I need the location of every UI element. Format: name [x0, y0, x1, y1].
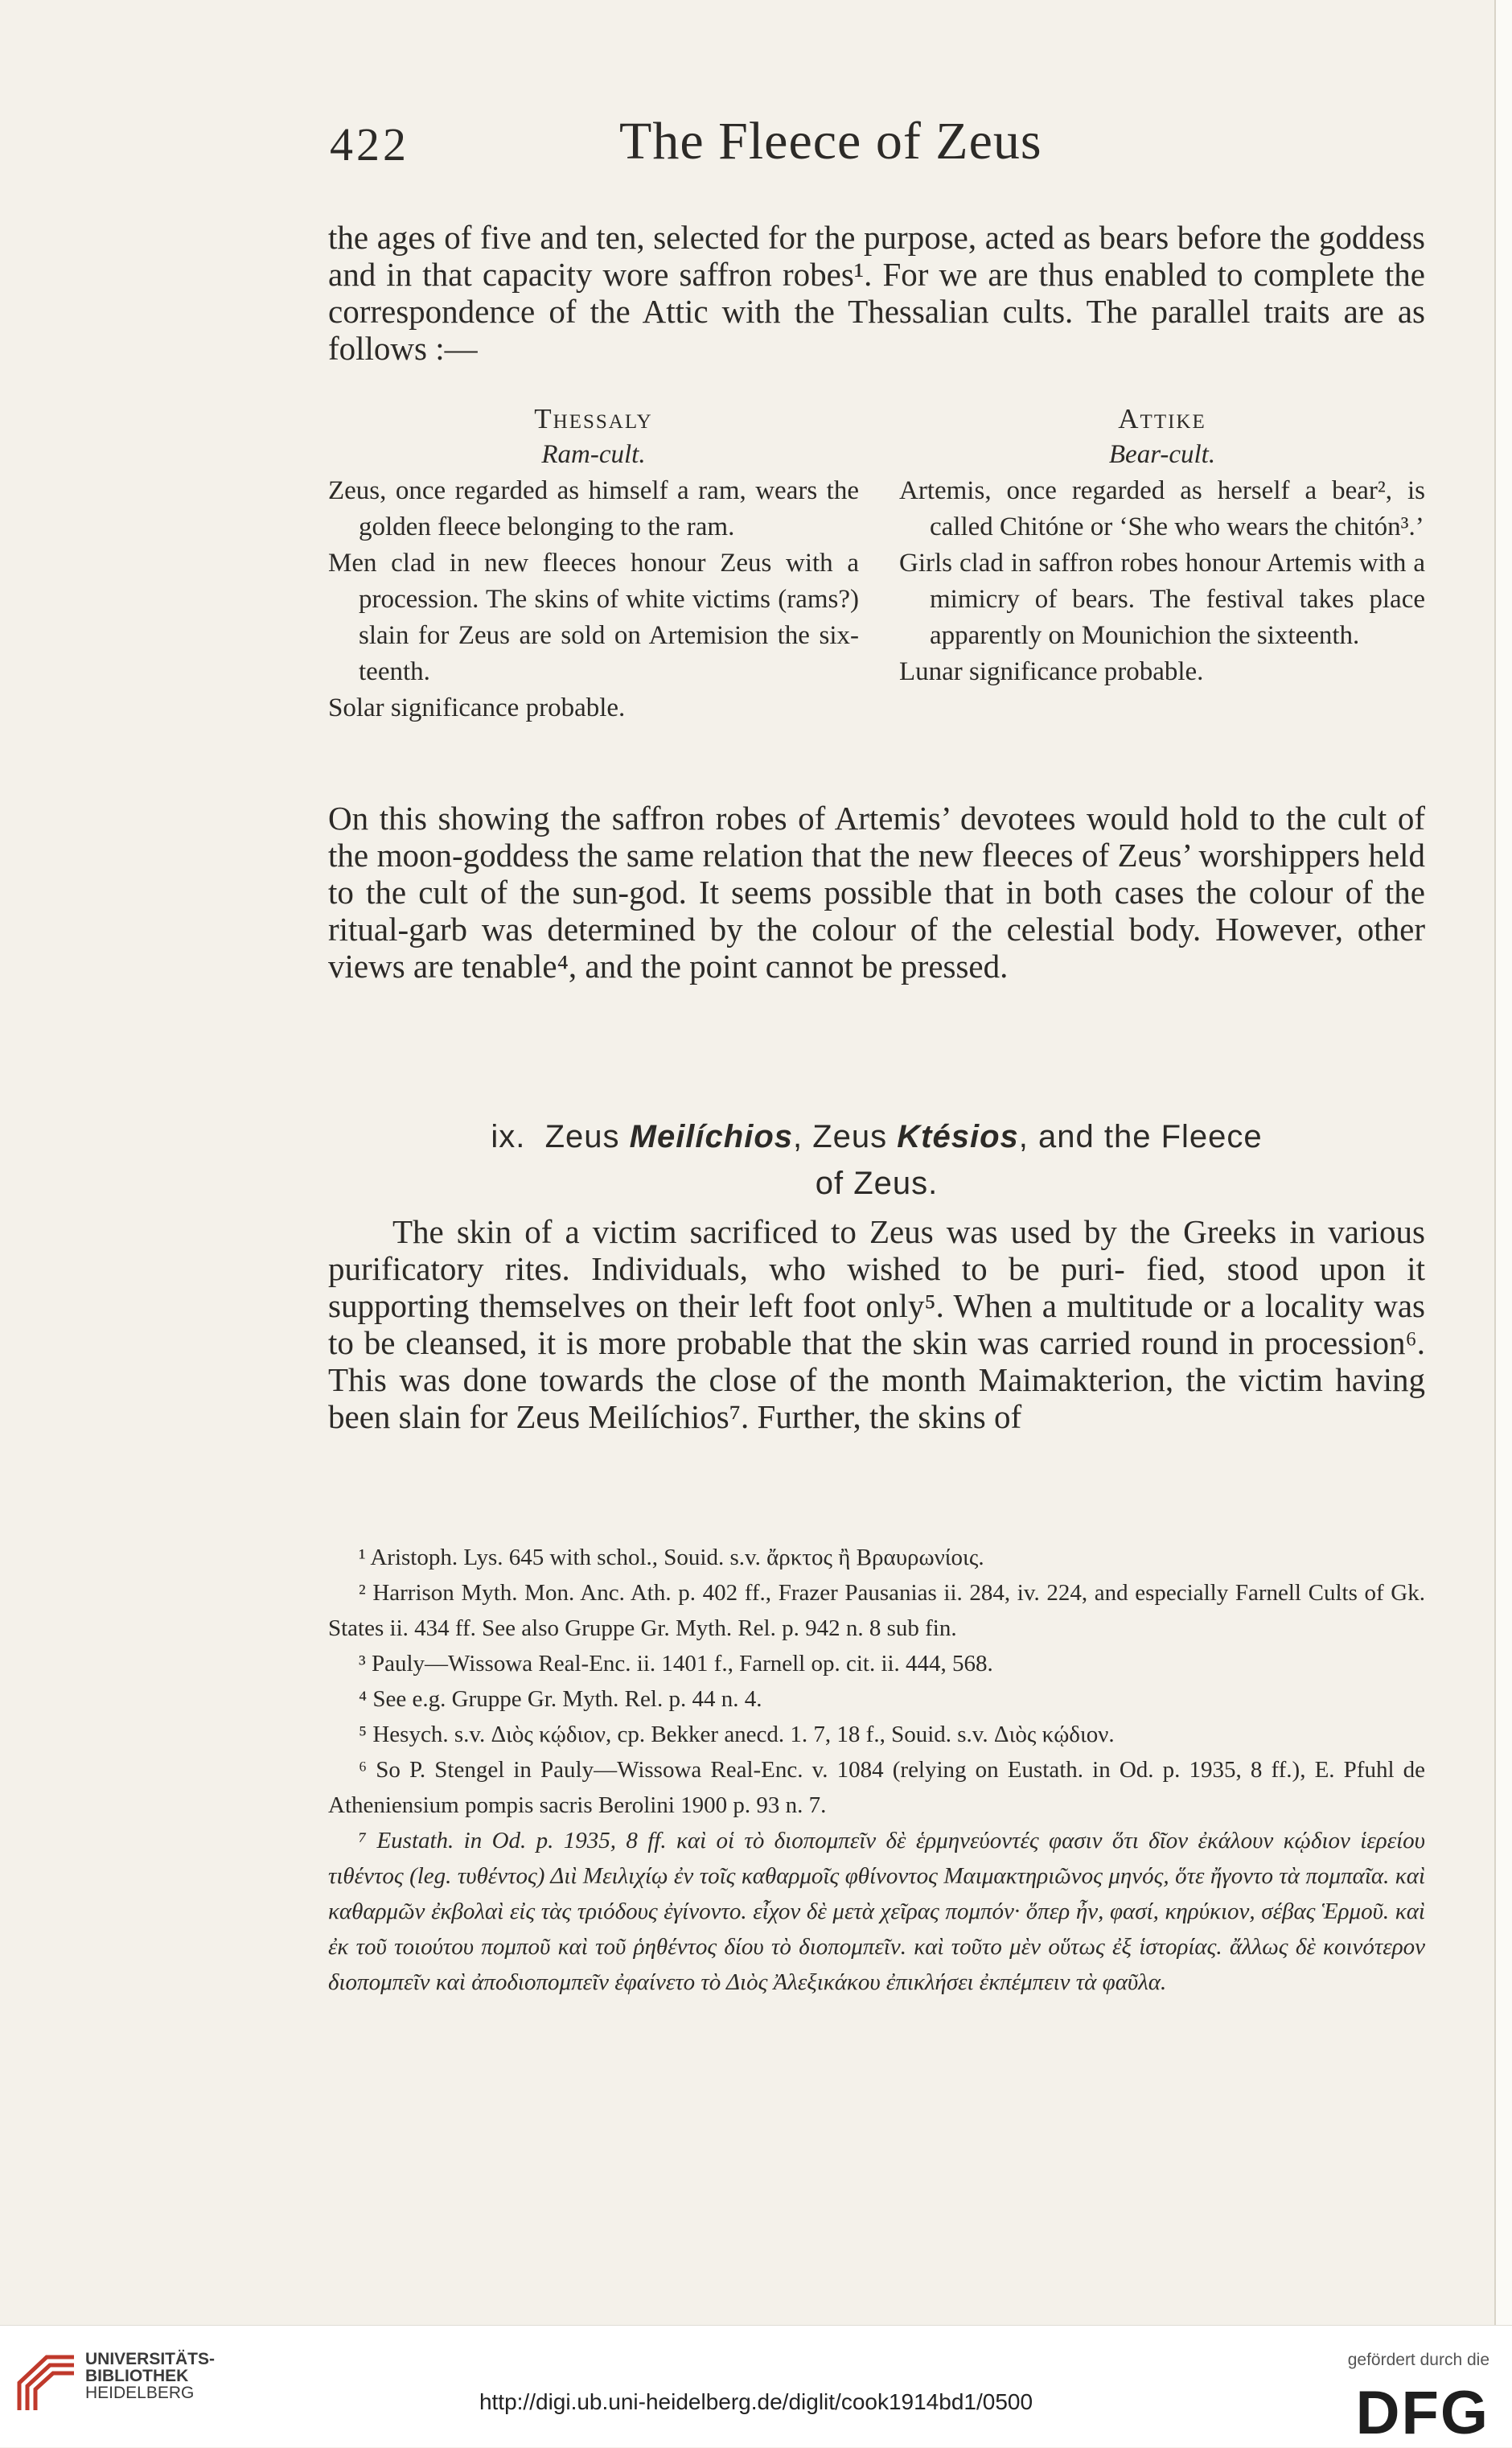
column-subheading: Bear-cult.: [1108, 440, 1216, 469]
table-column-attike: [899, 401, 1425, 690]
intro-paragraph: the ages of five and ten, selected for the purpose, acted as bears before the goddess and in that capacity wore saffron robes¹. For we are thus enabled to complete the correspondence of the Attic with the Thessalian cults. The parallel traits are as follows :—: [328, 219, 1425, 367]
table-row: Solar significance probable.: [328, 693, 626, 722]
section-paragraph: The skin of a victim sacrificed to Zeus was used by the Greeks in various purificatory rites. Individuals, who wished to be puri- fied, stood upon it supporting themselves on their left foot only⁵. When a multitude or a locality was to be cleansed, it is more probable that the skin was carried round in procession⁶. This was done towards the close of the month Maimakterion, the victim having been slain for Zeus Meilíchios⁷. Further, the skins of: [328, 1213, 1425, 1435]
column-heading: Thessaly: [534, 403, 653, 434]
table-row: Zeus, once regarded as himself a ram, wears the golden fleece belonging to the ram.: [328, 476, 859, 541]
table-row: Girls clad in saffron robes honour Artemis with a mimicry of bears. The festival takes place apparently on Mounichion the sixteenth.: [899, 549, 1425, 650]
table-column-thessaly: [328, 401, 859, 726]
table-row: Artemis, once regarded as herself a bear², is called Chitóne or ‘She who wears the chitón³.’: [899, 476, 1425, 541]
table-row: Men clad in new fleeces honour Zeus with a procession. The skins of white victims (rams?) slain for Zeus are sold on Artemision the six- teenth.: [328, 549, 859, 686]
running-title: The Fleece of Zeus: [619, 112, 1042, 171]
footnote: ¹ Aristoph. Lys. 645 with schol., Souid. s.v. ἄρκτος ἢ Βραυρωνίοις.: [359, 1545, 984, 1570]
footer-bar: [0, 2325, 1512, 2447]
epithet-ktesios: Ktésios: [897, 1119, 1019, 1154]
footnote: ² Harrison Myth. Mon. Anc. Ath. p. 402 ff., Frazer Pausanias ii. 284, iv. 224, and especially Farnell Cults of Gk. States ii. 434 ff. See also Gruppe Gr. Myth. Rel. p. 942 n. 8 sub fin.: [328, 1580, 1425, 1641]
section-heading: ix. Zeus Meilíchios, Zeus Ktésios, and the Fleece of Zeus.: [491, 1119, 1263, 1201]
page-header: [330, 111, 1432, 183]
library-name: UNIVERSITÄTS- BIBLIOTHEK HEIDELBERG: [85, 2350, 216, 2402]
dfg-logo: DFG: [1355, 2379, 1489, 2447]
epithet-meilichios: Meilíchios: [629, 1119, 794, 1154]
source-url-link[interactable]: http://digi.ub.uni-heidelberg.de/diglit/cook1914bd1/0500: [479, 2389, 1033, 2414]
footnote: ⁴ See e.g. Gruppe Gr. Myth. Rel. p. 44 n. 4.: [359, 1686, 762, 1712]
column-heading: Attike: [1118, 403, 1206, 434]
column-subheading: Ram-cult.: [541, 440, 646, 469]
table-row: Lunar significance probable.: [899, 657, 1204, 686]
footnote: ³ Pauly—Wissowa Real-Enc. ii. 1401 f., Farnell op. cit. ii. 444, 568.: [359, 1651, 993, 1677]
page-edge: [1494, 0, 1512, 2325]
footnote: ⁶ So P. Stengel in Pauly—Wissowa Real-Enc. v. 1084 (relying on Eustath. in Od. p. 1935, 8 ff.), E. Pfuhl de Atheniensium pompis sacris Berolini 1900 p. 93 n. 7.: [328, 1757, 1425, 1818]
footnote: ⁵ Hesych. s.v. Διὸς κῴδιον, cp. Bekker anecd. 1. 7, 18 f., Souid. s.v. Διὸς κῴδιον.: [359, 1722, 1115, 1747]
footnotes: [328, 1540, 1425, 2000]
footnote: ⁷ Eustath. in Od. p. 1935, 8 ff. καὶ οἱ τὸ διοπομπεῖν δὲ ἑρμηνεύοντές φασιν ὅτι δῖον ἐκάλουν κῴδιον ἱερείου τιθέντος (leg. τυθέντος) Διὶ Μειλιχίῳ ἐν τοῖς καθαρμοῖς φθίνοντος Μαιμακτηριῶνος μηνός, ὅτε ἤγοντο τὰ πομπαῖα. καὶ καθαρμῶν ἐκβολαὶ εἰς τὰς τριόδους ἐγίνοντο. εἶχον δὲ μετὰ χεῖρας πομπόν· ὅπερ ἦν, φασί, κηρύκιον, σέβας Ἑρμοῦ. καὶ ἐκ τοῦ τοιούτου πομποῦ καὶ τοῦ ῥηθέντος δίου τὸ διοπομπεῖν. καὶ τοῦτο μὲν οὕτως ἐξ ἱστορίας. ἄλλως δὲ κοινότερον διοπομπεῖν καὶ ἀποδιοπομπεῖν ἐφαίνετο τὸ Διὸς Ἀλεξικάκου ἐπικλήσει ἐκπέμπειν τὰ φαῦλα.: [328, 1828, 1425, 1995]
after-table-paragraph: On this showing the saffron robes of Artemis’ devotees would hold to the cult of the moon-goddess the same relation that the new fleeces of Zeus’ worshippers held to the cult of the sun-god. It seems possible that in both cases the colour of the ritual-garb was determined by the colour of the celestial body. However, other views are tenable⁴, and the point cannot be pressed.: [328, 800, 1425, 985]
page-number: 422: [330, 118, 409, 171]
funded-by-label: gefördert durch die: [1347, 2351, 1489, 2369]
